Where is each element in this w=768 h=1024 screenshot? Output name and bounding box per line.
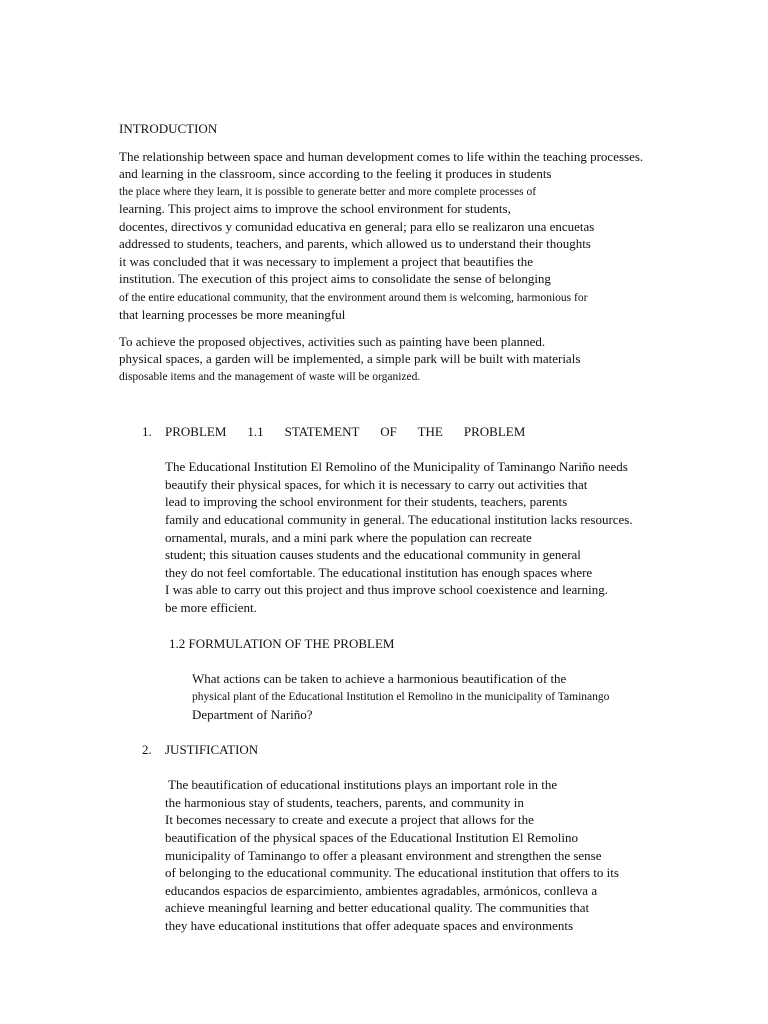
intro-p1-line: the place where they learn, it is possible to generate better and more complete processes of (119, 186, 537, 198)
justification-line: the harmonious stay of students, teachers, parents, and community in (165, 795, 524, 810)
justification-line: achieve meaningful learning and better educational quality. The communities that (165, 900, 590, 915)
problem-number: 1. (142, 424, 152, 439)
intro-p1-line: and learning in the classroom, since according to the feeling it produces in students (119, 166, 552, 181)
problem-heading: PROBLEM 1.1 STATEMENT OF THE PROBLEM (165, 424, 526, 439)
justification-line: It becomes necessary to create and execute a project that allows for the (165, 812, 534, 827)
formulation-heading: 1.2 FORMULATION OF THE PROBLEM (169, 636, 395, 651)
intro-p1-line: of the entire educational community, that the environment around them is welcoming, harmonious for (119, 292, 588, 304)
justification-line: of belonging to the educational community. The educational institution that offers to its (165, 865, 619, 880)
intro-p2-line: To achieve the proposed objectives, activities such as painting have been planned. (119, 334, 546, 349)
problem-line: lead to improving the school environment for their students, teachers, parents (165, 494, 568, 509)
intro-p1-line: it was concluded that it was necessary to implement a project that beautifies the (119, 254, 534, 269)
formulation-line: physical plant of the Educational Institution el Remolino in the municipality of Taminango (192, 691, 610, 703)
problem-line: I was able to carry out this project and thus improve school coexistence and learning. (165, 582, 608, 597)
problem-line: ornamental, murals, and a mini park where the population can recreate (165, 530, 532, 545)
justification-number: 2. (142, 742, 152, 757)
intro-p1-line: that learning processes be more meaningful (119, 307, 346, 322)
intro-p1-line: addressed to students, teachers, and parents, which allowed us to understand their thoughts (119, 236, 591, 251)
problem-line: they do not feel comfortable. The educational institution has enough spaces where (165, 565, 593, 580)
intro-p1-line: docentes, directivos y comunidad educativa en general; para ello se realizaron una encuetas (119, 219, 595, 234)
intro-p1-line: learning. This project aims to improve the school environment for students, (119, 201, 511, 216)
intro-p2-line: physical spaces, a garden will be implemented, a simple park will be built with materials (119, 351, 581, 366)
intro-p2-line: disposable items and the management of waste will be organized. (119, 371, 421, 383)
justification-line: educandos espacios de esparcimiento, ambientes agradables, armónicos, conlleva a (165, 883, 598, 898)
problem-line: be more efficient. (165, 600, 257, 615)
problem-line: family and educational community in general. The educational institution lacks resources. (165, 512, 633, 527)
problem-line: student; this situation causes students and the educational community in general (165, 547, 581, 562)
formulation-line: What actions can be taken to achieve a harmonious beautification of the (192, 671, 567, 686)
intro-p1-line: institution. The execution of this project aims to consolidate the sense of belonging (119, 271, 551, 286)
justification-line: The beautification of educational institutions plays an important role in the (165, 777, 558, 792)
justification-line: beautification of the physical spaces of the Educational Institution El Remolino (165, 830, 579, 845)
problem-line: The Educational Institution El Remolino of the Municipality of Taminango Nariño needs (165, 459, 628, 474)
justification-line: they have educational institutions that offer adequate spaces and environments (165, 918, 574, 933)
justification-line: municipality of Taminango to offer a pleasant environment and strengthen the sense (165, 848, 602, 863)
intro-heading: INTRODUCTION (119, 121, 218, 136)
justification-heading: JUSTIFICATION (165, 742, 259, 757)
intro-p1-line: The relationship between space and human development comes to life within the teaching processes. (119, 149, 644, 164)
formulation-line: Department of Nariño? (192, 707, 313, 722)
problem-line: beautify their physical spaces, for which it is necessary to carry out activities that (165, 477, 588, 492)
